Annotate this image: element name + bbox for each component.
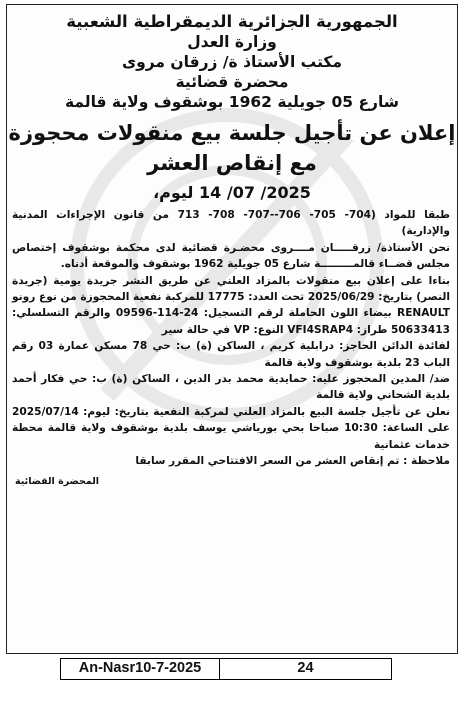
publication-footer (60, 658, 392, 680)
ministry-line: وزارة العدل (187, 33, 277, 51)
seizure-paragraph: بناءا على إعلان بيع منقولات بالمزاد العلني عن طريق النشر جريدة يومية (جريدة النصر) بتاريخ: 2025/06/29 تحت العدد: 17775 للمركبة نفعية المحجوزة من نوع رونو RENAULT بيضاء اللون الحاملة لرقم التسجيل: 24-114-09596 والرقم التسلسلي: 50633413 طراز: VFI4SRAP4 النوع: VP في حالة سير (12, 274, 450, 336)
signature-label: المحضرة القضائية (15, 475, 100, 487)
session-date: 2025/ 07/ 14 ليوم، (153, 183, 311, 202)
notice-body (7, 207, 457, 470)
office-line: مكتب الأستاذ ة/ زرقان مروى (121, 53, 343, 71)
address-line: شارع 05 جويلية 1962 بوشقوف ولاية قالمة (64, 93, 400, 111)
republic-line: الجمهورية الجزائرية الديمقراطية الشعبية (66, 12, 398, 31)
postponement-paragraph: نعلن عن تأجيل جلسة البيع بالمزاد العلني لمركبة النفعية بتاريخ: ليوم: 2025/07/14 على الساعة: 10:30 صباحا بحي بورياشي يوسف بلدية بوشقوف ولاية قالمة محطة خدمات عثمانية (12, 405, 450, 451)
legal-basis-paragraph: طبقا للمواد (704- 705- 706--707- 708- 713 من قانون الإجراءات المدنية والإدارية) (12, 209, 450, 238)
creditor-paragraph: لفائدة الدائن الحاجز: درابلية كريم ، الساكن (ة) ب: حي 78 مسكن عمارة 03 رقم الباب 23 بلدية بوشقوف ولاية قالمة (12, 340, 450, 369)
page-number: 24 (297, 660, 314, 676)
legal-notice (6, 4, 458, 654)
title-line-1: إعلان عن تأجيل جلسة بيع منقولات محجوزة (8, 121, 456, 145)
bailiff-paragraph: نحن الأستاذة/ زرقـــــان مــــروى محضـرة قضائية لدى محكمة بوشقوف إختصاص مجلس قضــاء قالمـــــــــة شارع 05 جويلية 1962 بوشقوف والموقعة أدناه. (12, 241, 450, 271)
notice-title (7, 118, 457, 178)
publication-label: An-Nasr10-7-2025 (61, 659, 220, 679)
bailiff-line: محضرة قضائية (175, 73, 289, 91)
notice-header (7, 11, 457, 112)
debtor-paragraph: ضد/ المدين المحجوز عليه: حمايدية محمد بدر الدين ، الساكن (ة) ب: حي فكار أحمد بلدية الشحاني ولاية قالمة (12, 373, 450, 402)
note-paragraph: ملاحظة : تم إنقاص العشر من السعر الافتتاحي المقرر سابقا (135, 455, 450, 468)
title-line-2: مع إنقاص العشر (147, 151, 317, 175)
